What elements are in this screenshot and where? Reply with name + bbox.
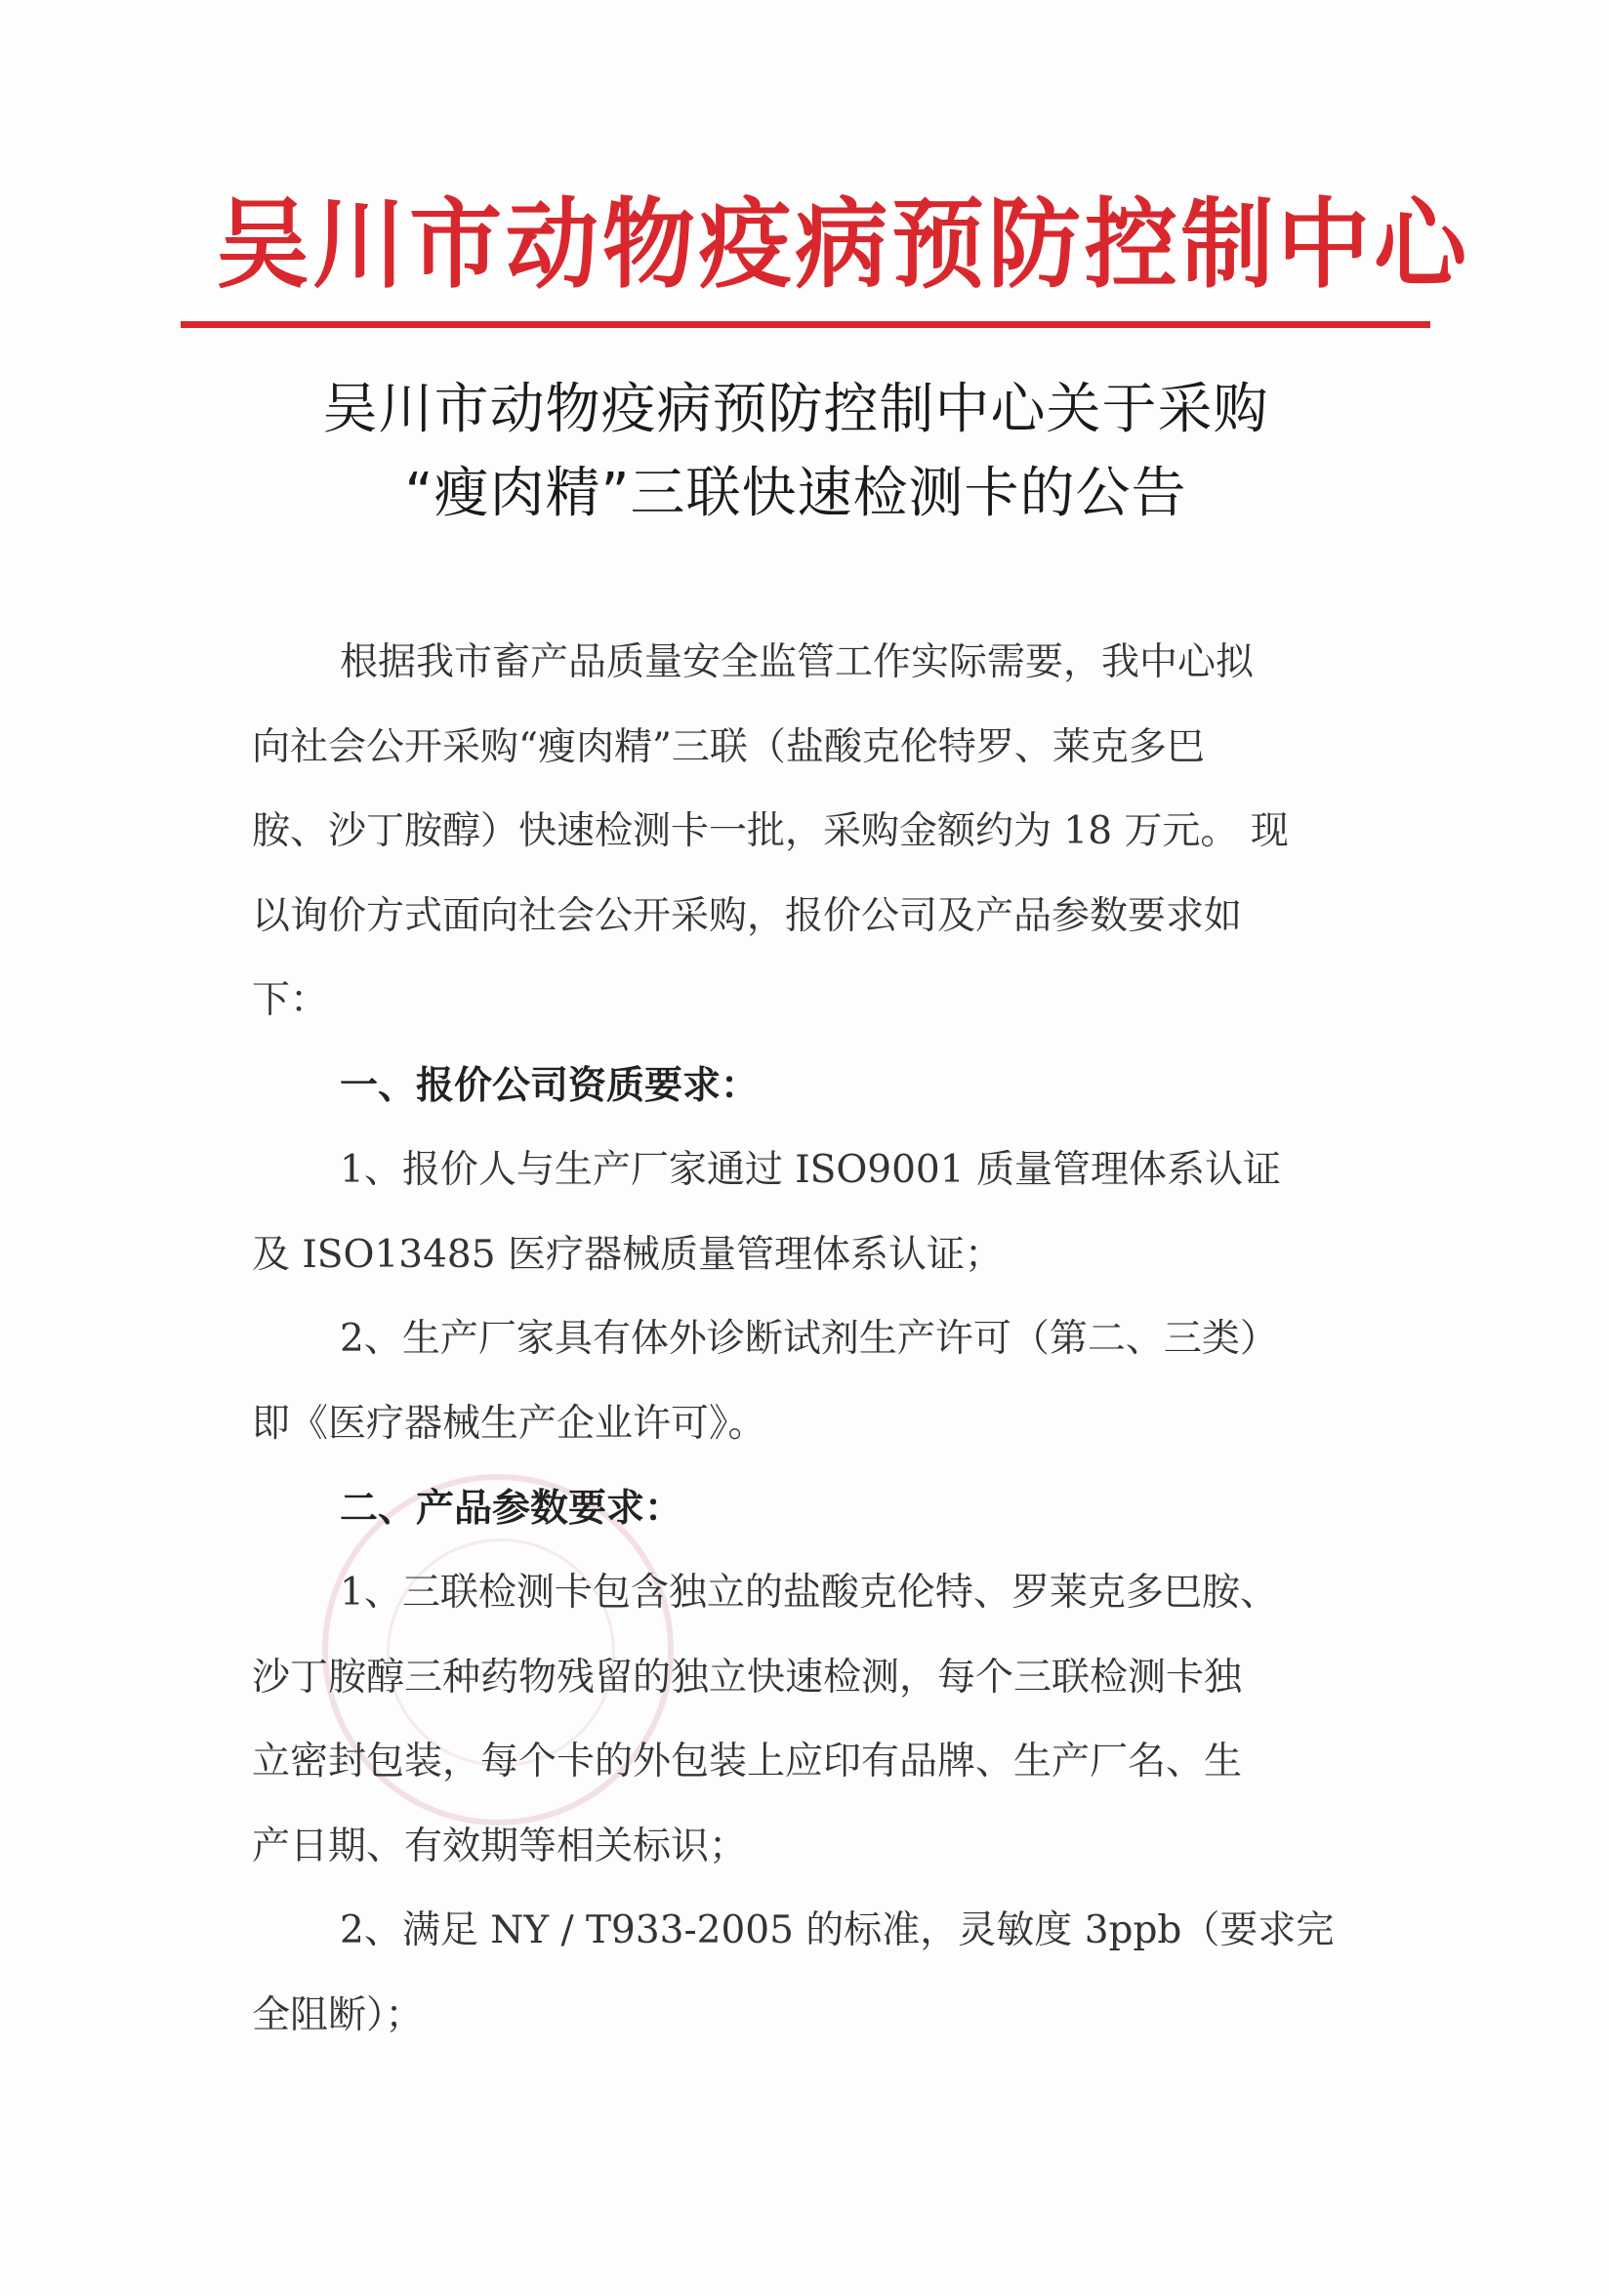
section-2-item-2-line-1: 2、满足 NY / T933-2005 的标准，灵敏度 3ppb（要求完 xyxy=(340,1908,1335,1952)
intro-line-5: 下： xyxy=(252,978,329,1022)
intro-line-1: 根据我市畜产品质量安全监管工作实际需要，我中心拟 xyxy=(340,640,1255,684)
section-1-heading: 一、报价公司资质要求： xyxy=(340,1063,760,1108)
section-2-item-1 xyxy=(252,1551,1384,1889)
document-title-line-1: 吴川市动物疫病预防控制中心关于采购 xyxy=(322,378,1269,441)
intro-line-4: 以询价方式面向社会公开采购，报价公司及产品参数要求如 xyxy=(252,893,1243,938)
section-2-item-2 xyxy=(252,1889,1384,2058)
intro-line-2: 向社会公开采购“瘦肉精”三联（盐酸克伦特罗、莱克多巴 xyxy=(252,724,1205,769)
intro-paragraph xyxy=(252,621,1384,1044)
section-1-item-2-line-1: 2、生产厂家具有体外诊断试剂生产许可（第二、三类） xyxy=(340,1317,1278,1361)
letterhead-red-rule xyxy=(181,321,1430,328)
section-1-item-2 xyxy=(252,1297,1384,1466)
intro-line-3: 胺、沙丁胺醇）快速检测卡一批，采购金额约为 18 万元。 现 xyxy=(252,809,1289,853)
section-1-item-1-line-1: 1、报价人与生产厂家通过 ISO9001 质量管理体系认证 xyxy=(340,1148,1281,1192)
letterhead-org-name: 吴川市动物疫病预防控制中心 xyxy=(216,186,1470,302)
section-2-item-2-line-2: 全阻断）； xyxy=(252,1992,424,2037)
section-2-item-1-line-3: 立密封包装，每个卡的外包装上应印有品牌、生产厂名、生 xyxy=(252,1740,1243,1784)
document-title-line-2: “瘦肉精”三联快速检测卡的公告 xyxy=(404,462,1187,525)
section-1-item-1-line-2: 及 ISO13485 医疗器械质量管理体系认证； xyxy=(252,1232,1003,1277)
section-1-item-2-line-2: 即《医疗器械生产企业许可》。 xyxy=(252,1401,766,1446)
section-2-heading: 二、产品参数要求： xyxy=(340,1486,683,1531)
section-2-item-1-line-2: 沙丁胺醇三种药物残留的独立快速检测，每个三联检测卡独 xyxy=(252,1655,1243,1700)
section-1-item-1 xyxy=(252,1128,1384,1297)
section-2-item-1-line-1: 1、三联检测卡包含独立的盐酸克伦特、罗莱克多巴胺、 xyxy=(340,1571,1278,1615)
section-2-item-1-line-4: 产日期、有效期等相关标识； xyxy=(252,1824,748,1868)
